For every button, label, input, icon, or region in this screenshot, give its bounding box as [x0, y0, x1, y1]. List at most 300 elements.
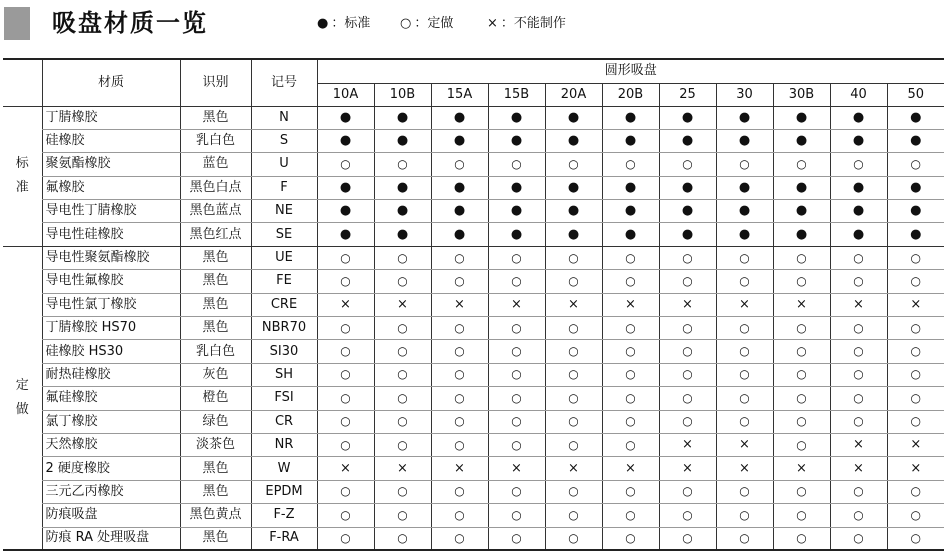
- open-circle-icon: ○: [625, 367, 636, 382]
- material-table: [3, 58, 944, 551]
- table-row: [3, 317, 944, 340]
- open-circle-icon: ○: [454, 320, 465, 335]
- open-circle-icon: ○: [910, 367, 922, 382]
- open-circle-icon: ○: [568, 320, 579, 335]
- availability-cell: [545, 200, 602, 223]
- open-circle-icon: ○: [682, 530, 693, 545]
- open-circle-icon: ○: [796, 367, 807, 382]
- open-circle-icon: ○: [511, 414, 522, 429]
- open-circle-icon: ○: [568, 273, 579, 288]
- filled-circle-icon: ●: [510, 109, 523, 125]
- open-circle-icon: ○: [625, 250, 636, 265]
- availability-cell: [716, 410, 773, 433]
- open-circle-icon: ○: [625, 484, 636, 499]
- availability-cell: [602, 129, 659, 152]
- filled-circle-icon: ●: [339, 109, 352, 125]
- table-row: [3, 387, 944, 410]
- open-circle-icon: ○: [625, 156, 636, 171]
- open-circle-icon: ○: [340, 367, 351, 382]
- cross-icon: ×: [682, 437, 693, 453]
- open-circle-icon: ○: [340, 507, 351, 522]
- availability-cell: [431, 387, 488, 410]
- availability-cell: [602, 387, 659, 410]
- open-circle-icon: ○: [625, 273, 636, 288]
- availability-cell: [488, 317, 545, 340]
- availability-cell: [887, 433, 944, 456]
- open-circle-icon: ○: [739, 273, 750, 288]
- filled-circle-icon: ●: [738, 109, 751, 125]
- availability-cell: [773, 457, 830, 480]
- filled-circle-icon: ●: [510, 133, 523, 149]
- open-circle-icon: ○: [625, 507, 636, 522]
- availability-cell: [830, 387, 887, 410]
- availability-cell: [830, 270, 887, 293]
- cell-identification: 黑色: [180, 106, 251, 129]
- open-circle-icon: ○: [853, 414, 864, 429]
- availability-cell: [602, 340, 659, 363]
- availability-cell: [716, 317, 773, 340]
- availability-cell: [659, 129, 716, 152]
- availability-cell: [773, 200, 830, 223]
- availability-cell: [830, 176, 887, 199]
- open-circle-icon: ○: [511, 250, 522, 265]
- open-circle-icon: ○: [853, 507, 864, 522]
- availability-cell: [488, 246, 545, 269]
- availability-cell: [716, 527, 773, 550]
- open-circle-icon: ○: [625, 414, 636, 429]
- cross-icon: ×: [397, 296, 408, 312]
- availability-cell: [317, 317, 374, 340]
- filled-circle-icon: ●: [396, 203, 409, 219]
- cross-icon: ×: [853, 437, 864, 453]
- material-table-body: [3, 106, 944, 550]
- open-circle-icon: ○: [853, 530, 864, 545]
- cell-material: 氟橡胶: [42, 176, 180, 199]
- open-circle-icon: ○: [910, 156, 922, 171]
- cross-icon: ×: [739, 437, 750, 453]
- availability-cell: [545, 270, 602, 293]
- open-circle-icon: ○: [340, 273, 351, 288]
- filled-circle-icon: ●: [453, 133, 466, 149]
- material-table-wrap: [3, 58, 944, 551]
- table-row: [3, 340, 944, 363]
- availability-cell: [317, 200, 374, 223]
- cell-identification: 黑色: [180, 317, 251, 340]
- cell-identification: 黑色白点: [180, 176, 251, 199]
- cell-material: 丁腈橡胶 HS70: [42, 317, 180, 340]
- cell-identification: 乳白色: [180, 129, 251, 152]
- header-code: 记号: [251, 59, 317, 106]
- cell-material: 丁腈橡胶: [42, 106, 180, 129]
- cross-icon: ×: [340, 460, 351, 476]
- availability-cell: [431, 153, 488, 176]
- table-row: [3, 153, 944, 176]
- table-row: [3, 246, 944, 269]
- availability-cell: [716, 363, 773, 386]
- cell-identification: 黑色: [180, 480, 251, 503]
- open-circle-icon: ○: [568, 484, 579, 499]
- availability-cell: [488, 480, 545, 503]
- group-label-char: 标: [15, 156, 29, 172]
- filled-circle-icon: ●: [317, 16, 329, 31]
- availability-cell: [773, 363, 830, 386]
- availability-cell: [602, 246, 659, 269]
- availability-cell: [887, 317, 944, 340]
- table-row: [3, 270, 944, 293]
- header-size-30b: 30B: [773, 83, 830, 106]
- cell-code: CRE: [251, 293, 317, 316]
- legend-not-available: [487, 14, 566, 34]
- availability-cell: [488, 129, 545, 152]
- availability-cell: [602, 317, 659, 340]
- availability-cell: [602, 106, 659, 129]
- availability-cell: [374, 480, 431, 503]
- cell-code: F-Z: [251, 504, 317, 527]
- availability-cell: [887, 153, 944, 176]
- availability-cell: [830, 527, 887, 550]
- cell-code: S: [251, 129, 317, 152]
- cell-material: 天然橡胶: [42, 433, 180, 456]
- availability-cell: [374, 223, 431, 246]
- availability-cell: [716, 293, 773, 316]
- availability-cell: [887, 106, 944, 129]
- availability-cell: [716, 246, 773, 269]
- availability-cell: [659, 363, 716, 386]
- open-circle-icon: ○: [853, 250, 864, 265]
- availability-cell: [545, 153, 602, 176]
- open-circle-icon: ○: [511, 320, 522, 335]
- cell-material: 导电性氯丁橡胶: [42, 293, 180, 316]
- filled-circle-icon: ●: [339, 133, 352, 149]
- header-size-30: 30: [716, 83, 773, 106]
- open-circle-icon: ○: [340, 437, 351, 452]
- availability-cell: [602, 457, 659, 480]
- availability-cell: [716, 200, 773, 223]
- availability-cell: [773, 433, 830, 456]
- cross-icon: ×: [511, 296, 522, 312]
- filled-circle-icon: ●: [795, 133, 808, 149]
- cell-identification: 黑色: [180, 270, 251, 293]
- open-circle-icon: ○: [511, 507, 522, 522]
- open-circle-icon: ○: [682, 414, 693, 429]
- availability-cell: [659, 457, 716, 480]
- cross-icon: ×: [454, 460, 465, 476]
- cell-identification: 黑色: [180, 527, 251, 550]
- cell-code: CR: [251, 410, 317, 433]
- availability-cell: [716, 129, 773, 152]
- group-label-char: 做: [15, 402, 29, 418]
- filled-circle-icon: ●: [852, 226, 865, 242]
- availability-cell: [545, 246, 602, 269]
- availability-cell: [830, 340, 887, 363]
- open-circle-icon: ○: [625, 390, 636, 405]
- availability-cell: [887, 176, 944, 199]
- cross-icon: ×: [568, 296, 579, 312]
- cell-identification: 黑色: [180, 457, 251, 480]
- cell-code: FSI: [251, 387, 317, 410]
- filled-circle-icon: ●: [624, 179, 637, 195]
- availability-cell: [431, 363, 488, 386]
- legend-not-available-label: ：不能制作: [500, 16, 566, 31]
- filled-circle-icon: ●: [624, 226, 637, 242]
- availability-cell: [659, 176, 716, 199]
- cell-identification: 黑色: [180, 246, 251, 269]
- availability-cell: [317, 504, 374, 527]
- cell-code: F: [251, 176, 317, 199]
- availability-cell: [545, 129, 602, 152]
- open-circle-icon: ○: [397, 484, 408, 499]
- open-circle-icon: ○: [454, 156, 465, 171]
- cell-material: 硅橡胶 HS30: [42, 340, 180, 363]
- availability-cell: [602, 433, 659, 456]
- availability-cell: [887, 200, 944, 223]
- availability-cell: [317, 176, 374, 199]
- availability-cell: [431, 293, 488, 316]
- availability-cell: [887, 293, 944, 316]
- availability-cell: [545, 340, 602, 363]
- header-size-10a: 10A: [317, 83, 374, 106]
- availability-cell: [887, 480, 944, 503]
- filled-circle-icon: ●: [852, 179, 865, 195]
- open-circle-icon: ○: [682, 507, 693, 522]
- cell-code: NBR70: [251, 317, 317, 340]
- availability-cell: [659, 317, 716, 340]
- availability-cell: [773, 246, 830, 269]
- open-circle-icon: ○: [454, 484, 465, 499]
- open-circle-icon: ○: [682, 250, 693, 265]
- availability-cell: [545, 480, 602, 503]
- filled-circle-icon: ●: [910, 226, 922, 242]
- table-row: [3, 504, 944, 527]
- availability-cell: [431, 457, 488, 480]
- table-row: [3, 363, 944, 386]
- availability-cell: [716, 387, 773, 410]
- availability-cell: [659, 246, 716, 269]
- cell-code: UE: [251, 246, 317, 269]
- open-circle-icon: ○: [853, 344, 864, 359]
- availability-cell: [773, 340, 830, 363]
- availability-cell: [659, 410, 716, 433]
- filled-circle-icon: ●: [910, 133, 922, 149]
- availability-cell: [887, 246, 944, 269]
- header-size-15a: 15A: [431, 83, 488, 106]
- availability-cell: [431, 200, 488, 223]
- cell-code: EPDM: [251, 480, 317, 503]
- availability-cell: [887, 223, 944, 246]
- open-circle-icon: ○: [796, 156, 807, 171]
- cell-material: 导电性丁腈橡胶: [42, 200, 180, 223]
- cross-icon: ×: [397, 460, 408, 476]
- filled-circle-icon: ●: [738, 226, 751, 242]
- open-circle-icon: ○: [454, 273, 465, 288]
- open-circle-icon: ○: [796, 250, 807, 265]
- open-circle-icon: ○: [568, 437, 579, 452]
- availability-cell: [545, 176, 602, 199]
- filled-circle-icon: ●: [567, 203, 580, 219]
- availability-cell: [431, 223, 488, 246]
- filled-circle-icon: ●: [624, 109, 637, 125]
- availability-cell: [431, 527, 488, 550]
- filled-circle-icon: ●: [453, 203, 466, 219]
- open-circle-icon: ○: [739, 530, 750, 545]
- header-round-cup: 圆形吸盘: [317, 59, 944, 83]
- availability-cell: [488, 223, 545, 246]
- availability-cell: [602, 200, 659, 223]
- cell-code: F-RA: [251, 527, 317, 550]
- availability-cell: [887, 387, 944, 410]
- open-circle-icon: ○: [340, 320, 351, 335]
- availability-cell: [716, 270, 773, 293]
- open-circle-icon: ○: [853, 390, 864, 405]
- filled-circle-icon: ●: [738, 179, 751, 195]
- open-circle-icon: ○: [340, 156, 351, 171]
- open-circle-icon: ○: [796, 530, 807, 545]
- open-circle-icon: ○: [340, 484, 351, 499]
- availability-cell: [374, 363, 431, 386]
- cell-code: U: [251, 153, 317, 176]
- open-circle-icon: ○: [739, 250, 750, 265]
- open-circle-icon: ○: [910, 484, 922, 499]
- availability-cell: [602, 527, 659, 550]
- cross-icon: ×: [682, 296, 693, 312]
- availability-cell: [830, 363, 887, 386]
- group-label-standard: [3, 106, 42, 246]
- cell-material: 氯丁橡胶: [42, 410, 180, 433]
- availability-cell: [431, 270, 488, 293]
- filled-circle-icon: ●: [339, 226, 352, 242]
- availability-cell: [773, 387, 830, 410]
- availability-cell: [887, 527, 944, 550]
- availability-cell: [431, 480, 488, 503]
- availability-cell: [374, 176, 431, 199]
- availability-cell: [374, 129, 431, 152]
- open-circle-icon: ○: [397, 273, 408, 288]
- availability-cell: [374, 457, 431, 480]
- availability-cell: [317, 270, 374, 293]
- open-circle-icon: ○: [910, 390, 922, 405]
- open-circle-icon: ○: [910, 507, 922, 522]
- open-circle-icon: ○: [397, 530, 408, 545]
- open-circle-icon: ○: [739, 156, 750, 171]
- filled-circle-icon: ●: [567, 226, 580, 242]
- open-circle-icon: ○: [454, 390, 465, 405]
- cell-material: 导电性聚氨酯橡胶: [42, 246, 180, 269]
- header-size-15b: 15B: [488, 83, 545, 106]
- filled-circle-icon: ●: [396, 109, 409, 125]
- cross-icon: ×: [511, 460, 522, 476]
- filled-circle-icon: ●: [795, 226, 808, 242]
- open-circle-icon: ○: [682, 320, 693, 335]
- filled-circle-icon: ●: [624, 133, 637, 149]
- availability-cell: [830, 106, 887, 129]
- availability-cell: [830, 153, 887, 176]
- filled-circle-icon: ●: [738, 133, 751, 149]
- open-circle-icon: ○: [568, 344, 579, 359]
- availability-cell: [374, 153, 431, 176]
- availability-cell: [317, 363, 374, 386]
- open-circle-icon: ○: [739, 484, 750, 499]
- cell-material: 防痕 RA 处理吸盘: [42, 527, 180, 550]
- open-circle-icon: ○: [739, 390, 750, 405]
- open-circle-icon: ○: [796, 344, 807, 359]
- open-circle-icon: ○: [625, 530, 636, 545]
- availability-cell: [374, 410, 431, 433]
- availability-cell: [431, 246, 488, 269]
- open-circle-icon: ○: [511, 367, 522, 382]
- open-circle-icon: ○: [340, 250, 351, 265]
- availability-cell: [602, 363, 659, 386]
- cell-material: 导电性氟橡胶: [42, 270, 180, 293]
- open-circle-icon: ○: [910, 273, 922, 288]
- open-circle-icon: ○: [910, 414, 922, 429]
- filled-circle-icon: ●: [453, 179, 466, 195]
- group-label-char: 准: [15, 180, 29, 196]
- open-circle-icon: ○: [682, 484, 693, 499]
- open-circle-icon: ○: [340, 530, 351, 545]
- availability-cell: [830, 457, 887, 480]
- header-identification: 识别: [180, 59, 251, 106]
- cell-identification: 橙色: [180, 387, 251, 410]
- legend-standard: [317, 14, 370, 34]
- filled-circle-icon: ●: [510, 226, 523, 242]
- cell-identification: 灰色: [180, 363, 251, 386]
- table-row: [3, 527, 944, 550]
- availability-cell: [773, 270, 830, 293]
- open-circle-icon: ○: [682, 390, 693, 405]
- open-circle-icon: ○: [796, 507, 807, 522]
- cell-identification: 黑色: [180, 293, 251, 316]
- header-size-10b: 10B: [374, 83, 431, 106]
- legend-custom: [400, 14, 453, 34]
- open-circle-icon: ○: [853, 320, 864, 335]
- title-marker: [4, 7, 30, 40]
- availability-cell: [773, 527, 830, 550]
- cross-icon: ×: [796, 296, 807, 312]
- availability-cell: [830, 410, 887, 433]
- open-circle-icon: ○: [910, 344, 922, 359]
- availability-cell: [374, 270, 431, 293]
- filled-circle-icon: ●: [852, 203, 865, 219]
- table-row: [3, 480, 944, 503]
- open-circle-icon: ○: [853, 273, 864, 288]
- availability-cell: [488, 340, 545, 363]
- table-row: [3, 433, 944, 456]
- open-circle-icon: ○: [796, 320, 807, 335]
- availability-cell: [317, 480, 374, 503]
- availability-cell: [887, 504, 944, 527]
- availability-cell: [317, 340, 374, 363]
- open-circle-icon: ○: [568, 390, 579, 405]
- cell-code: W: [251, 457, 317, 480]
- cross-icon: ×: [910, 437, 922, 453]
- table-row: [3, 129, 944, 152]
- availability-cell: [374, 246, 431, 269]
- cell-identification: 黑色黄点: [180, 504, 251, 527]
- open-circle-icon: ○: [739, 414, 750, 429]
- page-title: 吸盘材质一览: [52, 9, 208, 37]
- open-circle-icon: ○: [454, 530, 465, 545]
- cell-code: N: [251, 106, 317, 129]
- availability-cell: [716, 176, 773, 199]
- filled-circle-icon: ●: [339, 203, 352, 219]
- availability-cell: [374, 293, 431, 316]
- cross-icon: ×: [625, 460, 636, 476]
- availability-cell: [374, 340, 431, 363]
- filled-circle-icon: ●: [567, 109, 580, 125]
- availability-cell: [488, 293, 545, 316]
- availability-cell: [431, 433, 488, 456]
- open-circle-icon: ○: [454, 507, 465, 522]
